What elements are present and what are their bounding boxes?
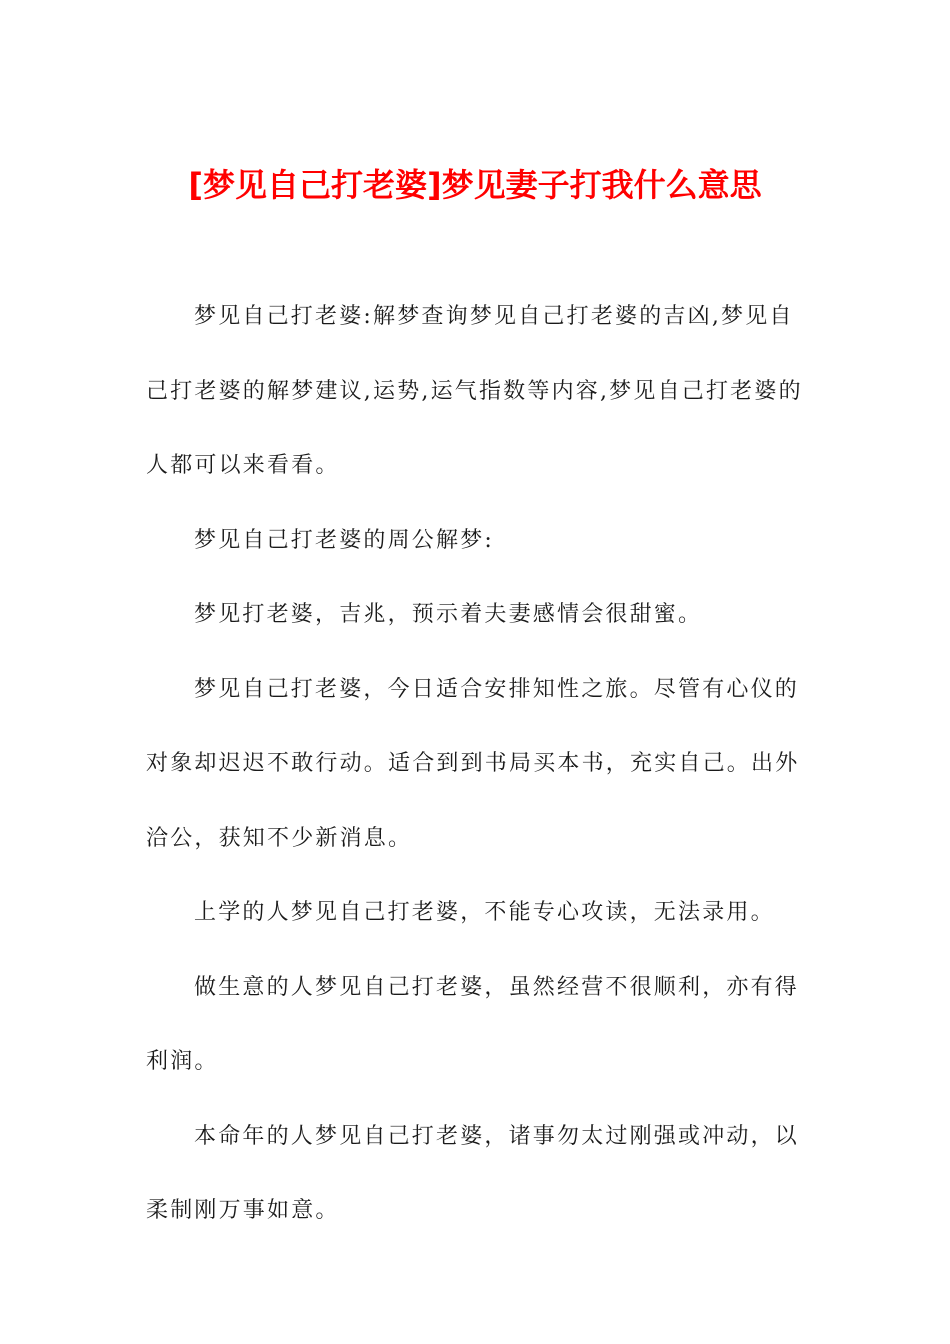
paragraph: 做生意的人梦见自己打老婆，虽然经营不很顺利，亦有得利润。 — [146, 974, 800, 1074]
document-title: [梦见自己打老婆]梦见妻子打我什么意思 — [188, 166, 762, 205]
paragraph: 梦见打老婆，吉兆，预示着夫妻感情会很甜蜜。 — [194, 602, 703, 627]
document-body — [146, 280, 806, 1249]
paragraph: 本命年的人梦见自己打老婆，诸事勿太过刚强或冲动，以柔制刚万事如意。 — [146, 1123, 800, 1223]
paragraph: 梦见自己打老婆的周公解梦: — [194, 527, 495, 553]
paragraph: 梦见自己打老婆:解梦查询梦见自己打老婆的吉凶,梦见自己打老婆的解梦建议,运势,运气指数等内容,梦见自己打老婆的人都可以来看看。 — [146, 304, 803, 478]
paragraph: 上学的人梦见自己打老婆，不能专心攻读，无法录用。 — [194, 900, 775, 925]
paragraph: 梦见自己打老婆，今日适合安排知性之旅。尽管有心仪的对象却迟迟不敢行动。适合到到书局买本书，充实自己。出外洽公，获知不少新消息。 — [146, 676, 800, 851]
